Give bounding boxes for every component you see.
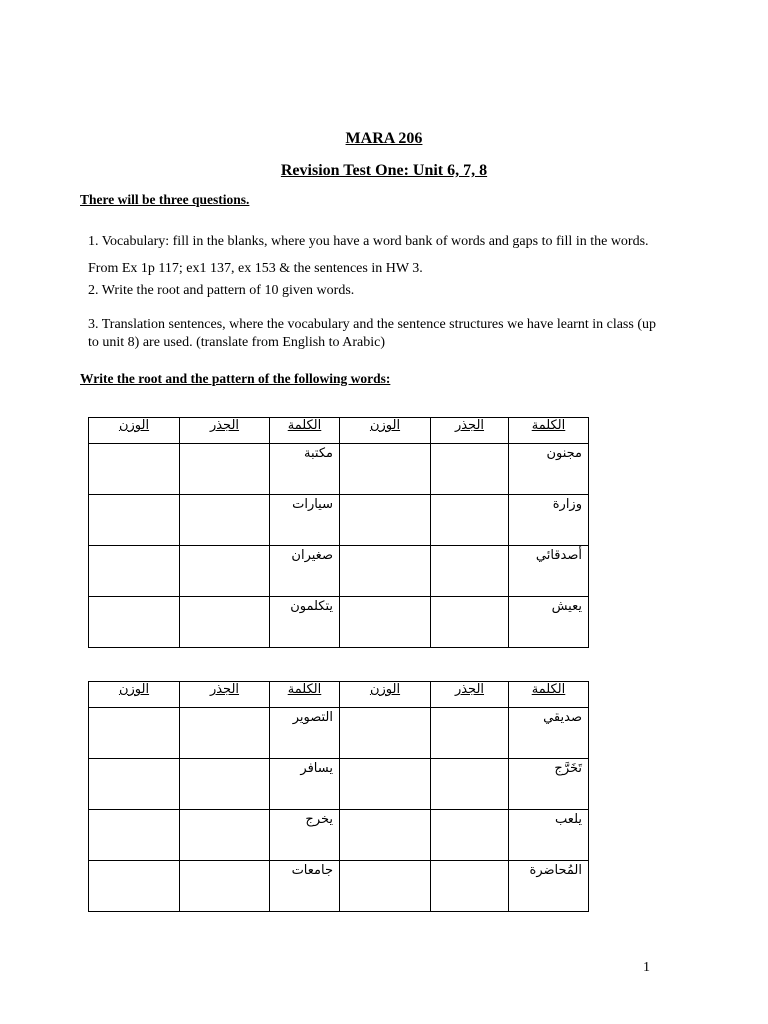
table-row bbox=[89, 708, 589, 759]
word-cell: مجنون bbox=[509, 444, 589, 495]
pattern-cell[interactable] bbox=[89, 708, 180, 759]
word-cell: وزارة bbox=[509, 495, 589, 546]
pattern-cell[interactable] bbox=[340, 495, 431, 546]
word-cell: جامعات bbox=[270, 861, 340, 912]
question-3: 3. Translation sentences, where the vocabulary and the sentence structures we have learnt in class (up to unit 8) are used. (translate from English to Arabic) bbox=[88, 317, 656, 350]
page-number: 1 bbox=[643, 960, 650, 975]
header-word: الكلمة bbox=[509, 682, 589, 708]
root-cell[interactable] bbox=[431, 708, 509, 759]
header-root: الجذر bbox=[180, 682, 270, 708]
word-cell: مكتبة bbox=[270, 444, 340, 495]
word-table-1 bbox=[88, 417, 589, 648]
pattern-cell[interactable] bbox=[340, 708, 431, 759]
header-word: الكلمة bbox=[509, 418, 589, 444]
header-word: الكلمة bbox=[270, 418, 340, 444]
pattern-cell[interactable] bbox=[340, 810, 431, 861]
table-row bbox=[89, 810, 589, 861]
pattern-cell[interactable] bbox=[89, 861, 180, 912]
pattern-cell[interactable] bbox=[89, 597, 180, 648]
word-cell: تَخَرَّج bbox=[509, 759, 589, 810]
task-heading: Write the root and the pattern of the following words: bbox=[80, 371, 391, 386]
root-cell[interactable] bbox=[431, 759, 509, 810]
word-cell: يسافر bbox=[270, 759, 340, 810]
table-row bbox=[89, 444, 589, 495]
pattern-cell[interactable] bbox=[89, 810, 180, 861]
word-cell: أصدقائي bbox=[509, 546, 589, 597]
header-pattern: الوزن bbox=[89, 682, 180, 708]
table-row bbox=[89, 495, 589, 546]
root-cell[interactable] bbox=[180, 861, 270, 912]
table-header-row bbox=[89, 682, 589, 708]
word-cell: سيارات bbox=[270, 495, 340, 546]
header-root: الجذر bbox=[431, 682, 509, 708]
word-cell: يعيش bbox=[509, 597, 589, 648]
header-pattern: الوزن bbox=[340, 418, 431, 444]
word-cell: التصوير bbox=[270, 708, 340, 759]
pattern-cell[interactable] bbox=[89, 495, 180, 546]
pattern-cell[interactable] bbox=[89, 444, 180, 495]
word-table-2 bbox=[88, 681, 589, 912]
table-row bbox=[89, 597, 589, 648]
table-header-row bbox=[89, 418, 589, 444]
word-cell: يخرج bbox=[270, 810, 340, 861]
intro-heading: There will be three questions. bbox=[80, 192, 250, 207]
root-cell[interactable] bbox=[431, 495, 509, 546]
root-cell[interactable] bbox=[180, 546, 270, 597]
root-cell[interactable] bbox=[431, 810, 509, 861]
document-subtitle: Revision Test One: Unit 6, 7, 8 bbox=[280, 162, 488, 179]
root-cell[interactable] bbox=[180, 495, 270, 546]
root-cell[interactable] bbox=[180, 708, 270, 759]
document-title: MARA 206 bbox=[345, 130, 423, 147]
word-cell: يلعب bbox=[509, 810, 589, 861]
table-row bbox=[89, 546, 589, 597]
root-cell[interactable] bbox=[180, 444, 270, 495]
root-cell[interactable] bbox=[431, 444, 509, 495]
root-cell[interactable] bbox=[431, 597, 509, 648]
question-1: 1. Vocabulary: fill in the blanks, where you have a word bank of words and gaps to fill in the words. From Ex 1p 117; ex1 137, ex 153 & the sentences in HW 3. bbox=[88, 234, 649, 276]
pattern-cell[interactable] bbox=[340, 444, 431, 495]
pattern-cell[interactable] bbox=[89, 759, 180, 810]
root-cell[interactable] bbox=[431, 861, 509, 912]
header-pattern: الوزن bbox=[340, 682, 431, 708]
word-cell: يتكلمون bbox=[270, 597, 340, 648]
header-word: الكلمة bbox=[270, 682, 340, 708]
pattern-cell[interactable] bbox=[340, 546, 431, 597]
header-pattern: الوزن bbox=[89, 418, 180, 444]
root-cell[interactable] bbox=[180, 597, 270, 648]
pattern-cell[interactable] bbox=[89, 546, 180, 597]
pattern-cell[interactable] bbox=[340, 861, 431, 912]
word-cell: صديقي bbox=[509, 708, 589, 759]
word-cell: المُحاضرة bbox=[509, 861, 589, 912]
header-root: الجذر bbox=[431, 418, 509, 444]
pattern-cell[interactable] bbox=[340, 597, 431, 648]
word-cell: صغيران bbox=[270, 546, 340, 597]
root-cell[interactable] bbox=[180, 759, 270, 810]
root-cell[interactable] bbox=[180, 810, 270, 861]
table-row bbox=[89, 861, 589, 912]
question-2: 2. Write the root and pattern of 10 given words. bbox=[88, 283, 355, 298]
pattern-cell[interactable] bbox=[340, 759, 431, 810]
table-row bbox=[89, 759, 589, 810]
root-cell[interactable] bbox=[431, 546, 509, 597]
header-root: الجذر bbox=[180, 418, 270, 444]
